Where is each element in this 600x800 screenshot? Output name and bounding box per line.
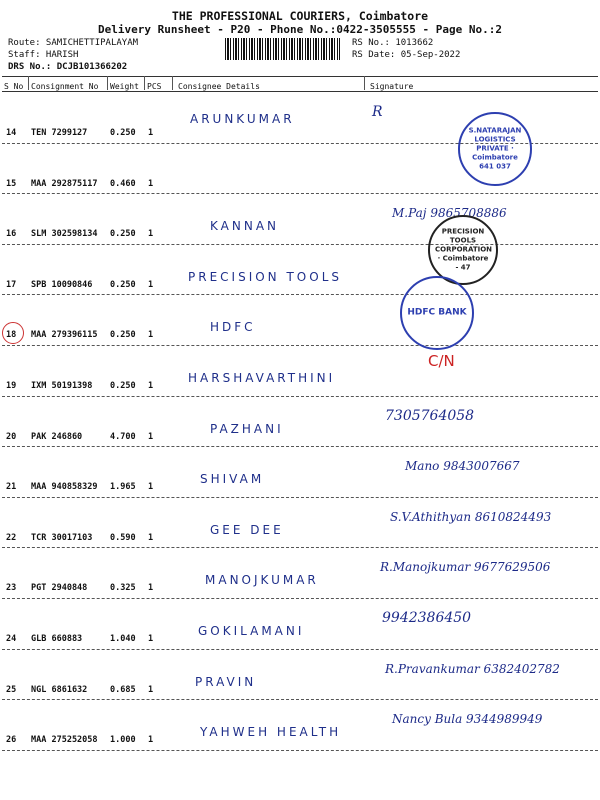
row-consignment-no: SLM 302598134 xyxy=(31,229,98,240)
precision-tools-stamp xyxy=(428,215,498,285)
row-consignee-handwritten: PAZHANI xyxy=(210,421,284,436)
row-sno: 25 xyxy=(6,684,17,695)
row-sno: 24 xyxy=(6,634,17,644)
col-signature: Signature xyxy=(370,82,414,91)
row-pcs: 1 xyxy=(148,330,154,341)
row-consignment-no: TCR 30017103 xyxy=(31,532,93,543)
col-divider xyxy=(172,76,173,90)
hdfc-stamp xyxy=(400,276,474,350)
row-consignment-no: MAA 275252058 xyxy=(31,735,98,746)
row-weight: 0.590 xyxy=(110,532,136,543)
row-divider xyxy=(2,547,598,548)
row-pcs: 1 xyxy=(148,532,154,543)
row-divider xyxy=(2,396,598,397)
row-consignment-no: GLB 660883 xyxy=(31,634,83,644)
row-consignee-handwritten: GOKILAMANI xyxy=(198,624,305,638)
row-signature: M.Paj 9865708886 xyxy=(392,206,507,221)
col-divider xyxy=(144,76,145,90)
row-divider xyxy=(2,193,598,194)
header-rule-bottom xyxy=(2,91,598,92)
drs-label: DRS No.: DCJB101366202 xyxy=(8,62,128,72)
row-consignee-handwritten: KANNAN xyxy=(210,219,280,234)
row-signature: R xyxy=(372,104,383,120)
row-consignment-no: SPB 10090846 xyxy=(31,279,93,290)
row-signature: S.V.Athithyan 8610824493 xyxy=(390,509,552,524)
row-consignee-handwritten: SHIVAM xyxy=(200,472,265,487)
header-rule-top xyxy=(2,76,598,77)
row-signature: R.Manojkumar 9677629506 xyxy=(380,560,551,575)
row-sno: 20 xyxy=(6,431,17,442)
row-consignee-handwritten: PRECISION TOOLS xyxy=(188,269,342,284)
cn-mark: C/N xyxy=(428,352,455,370)
row-divider xyxy=(2,294,598,295)
row-consignment-no: IXM 50191398 xyxy=(31,381,93,391)
row-pcs: 1 xyxy=(148,482,154,493)
row-weight: 1.000 xyxy=(110,735,136,746)
row-signature: Nancy Bula 9344989949 xyxy=(392,712,543,727)
col-divider xyxy=(28,76,29,90)
row-sno: 22 xyxy=(6,532,17,543)
row-sno: 18 xyxy=(6,330,17,341)
staff-label: Staff: HARISH xyxy=(8,50,79,60)
row-sno: 15 xyxy=(6,178,17,189)
row-consignee-handwritten: ARUNKUMAR xyxy=(190,112,295,126)
row-divider xyxy=(2,446,598,447)
col-weight: Weight xyxy=(110,82,139,91)
row-sno: 16 xyxy=(6,229,17,240)
row-signature: 9942386450 xyxy=(382,610,472,626)
row-consignment-no: PAK 246860 xyxy=(31,431,83,442)
row-consignee-handwritten: PRAVIN xyxy=(195,674,257,689)
col-consignment: Consignment No xyxy=(31,82,99,91)
row-consignment-no: PGT 2940848 xyxy=(31,583,88,594)
row-consignment-no: MAA 279396115 xyxy=(31,330,98,341)
row-pcs: 1 xyxy=(148,279,154,290)
row-pcs: 1 xyxy=(148,229,154,240)
row-weight: 1.965 xyxy=(110,482,136,493)
rs-number: RS No.: 1013662 xyxy=(352,38,434,48)
rs-date: RS Date: 05-Sep-2022 xyxy=(352,50,461,60)
row-consignee-handwritten: HDFC xyxy=(210,320,256,335)
row-weight: 4.700 xyxy=(110,431,136,442)
row-sno: 19 xyxy=(6,381,17,391)
row-pcs: 1 xyxy=(148,128,154,138)
col-divider xyxy=(107,76,108,90)
stamp-text: S.NATARAJAN LOGISTICS PRIVATE · Coimbatore 641 037 xyxy=(468,126,522,171)
row-pcs: 1 xyxy=(148,381,154,391)
row-weight: 0.325 xyxy=(110,583,136,594)
stamp-text: HDFC BANK xyxy=(407,307,467,318)
col-divider xyxy=(364,76,365,90)
row-divider xyxy=(2,649,598,650)
row-consignment-no: MAA 292875117 xyxy=(31,178,98,189)
row-signature: 7305764058 xyxy=(385,407,475,424)
row-divider xyxy=(2,598,598,599)
row-sno: 23 xyxy=(6,583,17,594)
row-weight: 0.460 xyxy=(110,178,136,189)
row-pcs: 1 xyxy=(148,431,154,442)
row-sno: 17 xyxy=(6,279,17,290)
row-consignment-no: TEN 7299127 xyxy=(31,128,88,138)
row-weight: 0.685 xyxy=(110,684,136,695)
row-weight: 0.250 xyxy=(110,330,136,341)
barcode-graphic xyxy=(225,38,340,60)
row-divider xyxy=(2,750,598,751)
row-sno: 21 xyxy=(6,482,17,493)
row-divider xyxy=(2,497,598,498)
col-sno: S No xyxy=(4,82,24,91)
runsheet-title: Delivery Runsheet - P20 - Phone No.:0422-3505555 - Page No.:2 xyxy=(98,23,502,36)
row-pcs: 1 xyxy=(148,583,154,594)
row-consignee-handwritten: HARSHAVARTHINI xyxy=(188,371,336,385)
logistics-stamp xyxy=(458,112,532,186)
row-sno: 14 xyxy=(6,128,17,138)
row-pcs: 1 xyxy=(148,684,154,695)
row-consignee-handwritten: MANOJKUMAR xyxy=(205,573,319,588)
row-signature: Mano 9843007667 xyxy=(405,459,520,474)
row-divider xyxy=(2,244,598,245)
row-weight: 1.040 xyxy=(110,634,136,644)
row-weight: 0.250 xyxy=(110,381,136,391)
row-weight: 0.250 xyxy=(110,279,136,290)
row-consignment-no: MAA 940858329 xyxy=(31,482,98,493)
row-consignee-handwritten: YAHWEH HEALTH xyxy=(200,725,342,740)
row-pcs: 1 xyxy=(148,735,154,746)
col-consignee: Consignee Details xyxy=(178,82,260,91)
stamp-text: PRECISION TOOLS CORPORATION · Coimbatore - 47 xyxy=(435,227,493,272)
row-19-circle-mark xyxy=(2,322,24,344)
row-pcs: 1 xyxy=(148,634,154,644)
row-divider xyxy=(2,699,598,700)
row-weight: 0.250 xyxy=(110,128,136,138)
row-divider xyxy=(2,345,598,346)
row-consignee-handwritten: GEE DEE xyxy=(210,522,284,537)
row-pcs: 1 xyxy=(148,178,154,189)
row-sno: 26 xyxy=(6,735,17,746)
col-pcs: PCS xyxy=(147,82,162,91)
row-consignment-no: NGL 6861632 xyxy=(31,684,88,695)
row-signature: R.Pravankumar 6382402782 xyxy=(385,661,560,676)
company-title: THE PROFESSIONAL COURIERS, Coimbatore xyxy=(171,9,429,23)
route-label: Route: SAMICHETTIPALAYAM xyxy=(8,38,139,48)
row-weight: 0.250 xyxy=(110,229,136,240)
